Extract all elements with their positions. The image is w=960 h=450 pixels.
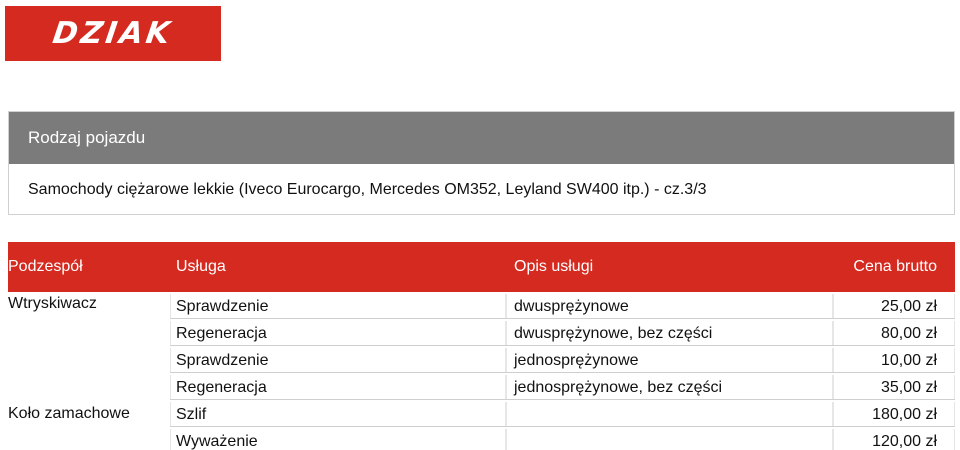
vehicle-type-value: Samochody ciężarowe lekkie (Iveco Eurocargo, Mercedes OM352, Leyland SW400 itp.) - cz.3/3 [28, 180, 707, 198]
service-price-table [8, 242, 955, 450]
price-cell: 120,00 zł [833, 428, 955, 450]
description-cell [506, 401, 833, 428]
logo-text: DZIAK [50, 16, 176, 51]
price-cell: 35,00 zł [833, 374, 955, 401]
price-cell: 80,00 zł [833, 320, 955, 347]
price-cell: 10,00 zł [833, 347, 955, 374]
header-component: Podzespół [8, 242, 170, 293]
service-cell: Regeneracja [170, 374, 506, 401]
vehicle-type-header: Rodzaj pojazdu [9, 112, 954, 164]
table-header-row [8, 242, 955, 293]
price-cell: 180,00 zł [833, 401, 955, 428]
header-description: Opis usługi [506, 242, 833, 293]
description-cell: dwusprężynowe, bez części [506, 320, 833, 347]
description-cell: jednosprężynowe, bez części [506, 374, 833, 401]
table-row [8, 401, 955, 428]
description-cell: jednosprężynowe [506, 347, 833, 374]
dziak-logo[interactable] [5, 6, 221, 61]
description-cell: dwusprężynowe [506, 293, 833, 320]
component-cell: Koło zamachowe [8, 401, 170, 450]
service-cell: Sprawdzenie [170, 293, 506, 320]
component-cell: Wtryskiwacz [8, 293, 170, 401]
service-cell: Wyważenie [170, 428, 506, 450]
price-cell: 25,00 zł [833, 293, 955, 320]
service-cell: Sprawdzenie [170, 347, 506, 374]
service-cell: Szlif [170, 401, 506, 428]
table-row [8, 293, 955, 320]
header-price: Cena brutto [833, 242, 955, 293]
header-service: Usługa [170, 242, 506, 293]
vehicle-type-box [8, 111, 955, 215]
description-cell [506, 428, 833, 450]
service-cell: Regeneracja [170, 320, 506, 347]
